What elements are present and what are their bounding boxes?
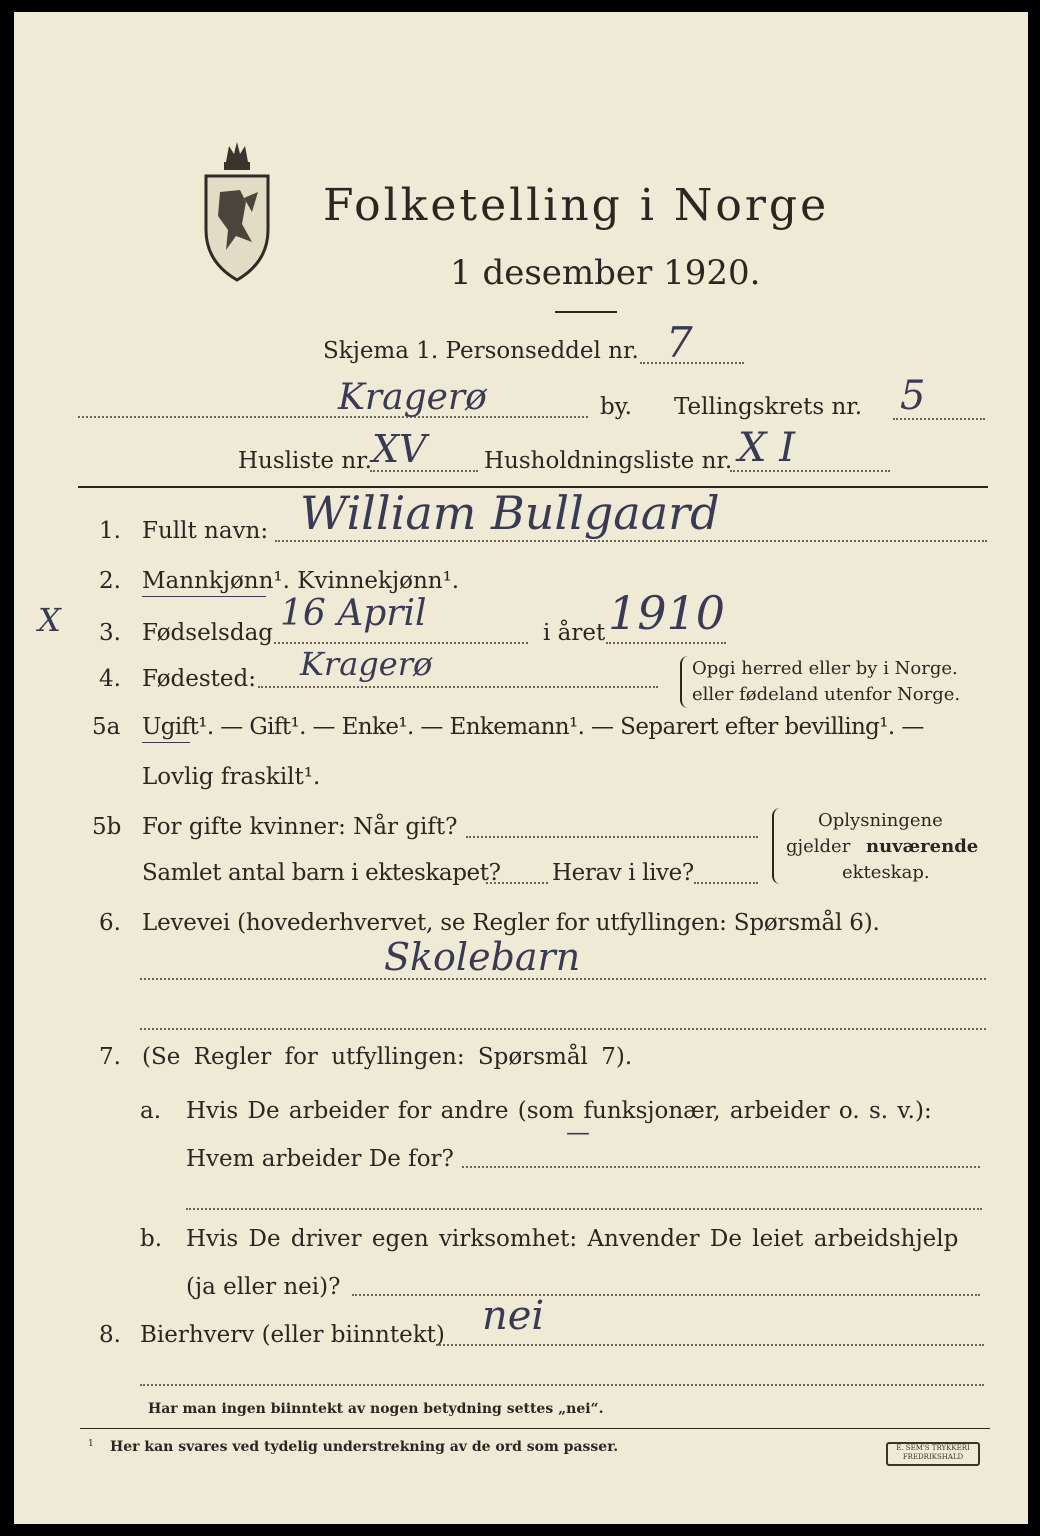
coat-of-arms-icon: [196, 132, 278, 284]
q3-year-value: 1910: [608, 586, 726, 640]
q4-note-1: Opgi herred eller by i Norge.: [692, 658, 958, 679]
q5a-underline: [142, 742, 190, 743]
q3-year-label: i året: [543, 620, 606, 646]
q4-place-value: Kragerø: [300, 645, 433, 683]
q6-number: 6.: [99, 910, 121, 936]
q5b-note-2a: gjelder: [786, 836, 851, 857]
footnote-text: Her kan svares ved tydelig understrekning av de ord som passer.: [110, 1439, 619, 1455]
q3-number: 3.: [99, 620, 121, 646]
printer-stamp-line-1: E. SEM'S TRYKKERI: [896, 1444, 970, 1452]
q8-label: Bierhverv (eller biinntekt): [140, 1322, 445, 1348]
tellingskrets-label: Tellingskrets nr.: [674, 394, 863, 420]
q4-label: Fødested:: [142, 666, 257, 692]
q8-line-2[interactable]: [140, 1384, 984, 1386]
skjema-label: Skjema 1. Personseddel nr.: [323, 338, 639, 364]
skjema-value: 7: [666, 318, 693, 367]
q5b-note-1: Oplysningene: [818, 810, 943, 831]
form-title: Folketelling i Norge: [323, 180, 830, 231]
q5b-barn-line[interactable]: [486, 882, 548, 884]
q6-label: Levevei (hovederhvervet, se Regler for utfyllingen: Spørsmål 6).: [142, 910, 880, 936]
q4-note-2: eller fødeland utenfor Norge.: [692, 684, 961, 705]
by-line[interactable]: [78, 416, 588, 418]
q7b-letter: b.: [140, 1226, 163, 1252]
q6-line-2[interactable]: [140, 1028, 986, 1030]
q5b-gift-line[interactable]: [466, 836, 758, 838]
q8-value: nei: [482, 1293, 545, 1339]
q7-label: (Se Regler for utfyllingen: Spørsmål 7).: [142, 1044, 633, 1070]
q7b-line2: (ja eller nei)?: [186, 1274, 341, 1300]
q2-number: 2.: [99, 568, 121, 594]
q5b-note-3: ekteskap.: [842, 862, 930, 883]
q8-line[interactable]: [436, 1344, 984, 1346]
footer-rule: [80, 1428, 990, 1429]
q1-name-line[interactable]: [275, 540, 987, 542]
q5b-note-brace: [772, 808, 780, 884]
q1-name-value: William Bullgaard: [300, 486, 720, 540]
q3-year-line[interactable]: [606, 642, 726, 644]
by-label: by.: [600, 394, 632, 420]
husliste-value: XV: [372, 427, 427, 471]
q1-label: Fullt navn:: [142, 518, 269, 544]
q4-note-brace: [680, 656, 688, 708]
q2-underline: [142, 596, 266, 597]
q5b-note-2b: nuværende: [866, 836, 979, 857]
q4-number: 4.: [99, 666, 121, 692]
q7b-line[interactable]: [352, 1294, 980, 1296]
tellingskrets-value: 5: [900, 373, 926, 419]
q8-number: 8.: [99, 1322, 121, 1348]
q5a-options-2: Lovlig fraskilt¹.: [142, 764, 321, 790]
q1-number: 1.: [99, 518, 121, 544]
q7a-employer-value: —: [566, 1118, 590, 1146]
printer-stamp-line-2: FREDRIKSHALD: [902, 1453, 964, 1461]
q6-value: Skolebarn: [384, 935, 581, 979]
q3-margin-mark: X: [38, 601, 61, 639]
q5b-number: 5b: [92, 814, 122, 840]
q5a-number: 5a: [92, 714, 121, 740]
printer-stamp: [886, 1442, 980, 1466]
q5b-line2a: Samlet antal barn i ekteskapet?: [142, 860, 501, 886]
by-value: Kragerø: [338, 377, 487, 418]
husliste-label: Husliste nr.: [238, 448, 372, 474]
q7a-line2: Hvem arbeider De for?: [186, 1146, 454, 1172]
footnote-mark: 1: [88, 1439, 94, 1449]
q7a-extra-line[interactable]: [186, 1208, 982, 1210]
title-divider: [555, 311, 617, 313]
husholdningsliste-label: Husholdningsliste nr.: [484, 448, 733, 474]
q7a-line1: Hvis De arbeider for andre (som funksjonær, arbeider o. s. v.):: [186, 1098, 932, 1124]
q5b-line2b: Herav i live?: [552, 860, 694, 886]
q4-place-line[interactable]: [258, 686, 658, 688]
q3-label: Fødselsdag: [142, 620, 274, 646]
form-date: 1 desember 1920.: [450, 253, 761, 293]
footer-note: Har man ingen biinntekt av nogen betydning settes „nei“.: [148, 1401, 604, 1417]
q5b-live-line[interactable]: [694, 882, 758, 884]
q5b-line1: For gifte kvinner: Når gift?: [142, 814, 458, 840]
q7b-line1: Hvis De driver egen virksomhet: Anvender De leiet arbeidshjelp: [186, 1226, 959, 1252]
q7a-employer-line[interactable]: [462, 1166, 980, 1168]
q7a-letter: a.: [140, 1098, 162, 1124]
q7-number: 7.: [99, 1044, 121, 1070]
q2-label: Mannkjønn¹. Kvinnekjønn¹.: [142, 568, 460, 594]
q3-date-line[interactable]: [274, 642, 528, 644]
husholdningsliste-value: X I: [738, 425, 795, 471]
q3-date-value: 16 April: [280, 593, 427, 634]
q5a-options: Ugift¹. — Gift¹. — Enke¹. — Enkemann¹. — Separert efter bevilling¹. —: [142, 714, 924, 740]
